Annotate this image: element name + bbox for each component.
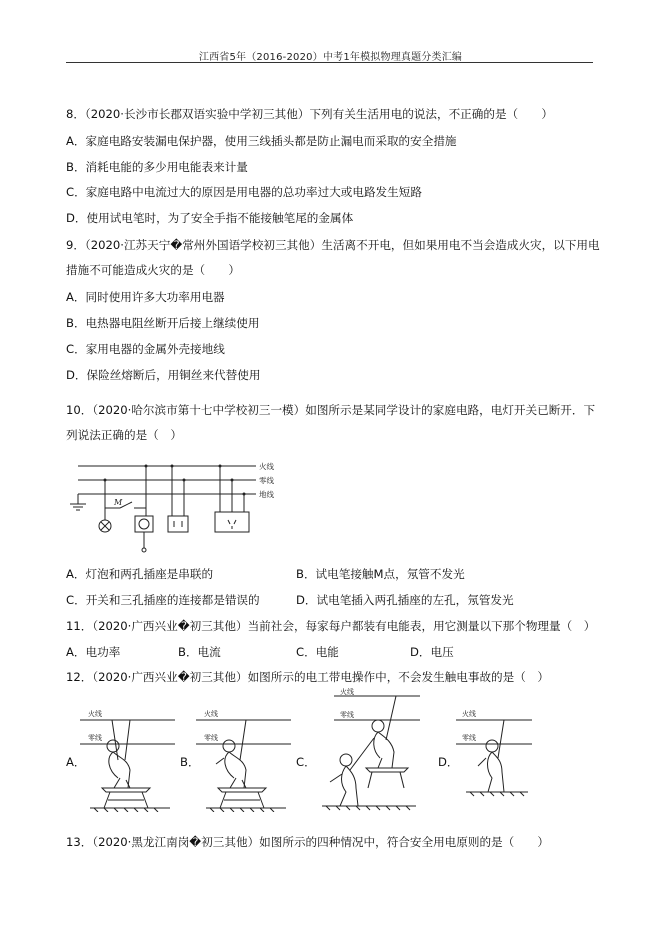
question-8-stem: 8．（2020·长沙市长郡双语实验中学初三其他）下列有关生活用电的说法，不正确的是（ ） xyxy=(66,107,553,121)
fig-a-neutral-label: 零线 xyxy=(88,734,102,742)
electrician-figure-d xyxy=(456,704,536,800)
question-10-option-a: A．灯泡和两孔插座是串联的 xyxy=(66,567,214,581)
question-9-option-d: D．保险丝熔断后，用铜丝来代替使用 xyxy=(66,368,261,382)
question-8-option-b: B．消耗电能的多少用电能表来计量 xyxy=(66,160,248,174)
question-10-stem-line1: 10．（2020·哈尔滨市第十七中学校初三一模）如图所示是某同学设计的家庭电路，电灯开关已断开．下 xyxy=(66,403,596,417)
question-13-stem: 13．（2020·黑龙江南岗�初三其他）如图所示的四种情况中，符合安全用电原则的是（ ） xyxy=(66,835,550,849)
question-9-stem-line1: 9．（2020·江苏天宁�常州外国语学校初三其他）生活离不开电，但如果用电不当会造成火灾，以下用电 xyxy=(66,238,600,252)
electrician-figure-c xyxy=(312,688,422,816)
fig-c-live-label: 火线 xyxy=(340,688,354,696)
electrician-figure-a xyxy=(80,700,180,812)
live-wire-label: 火线 xyxy=(259,462,274,471)
header-rule xyxy=(66,62,593,63)
ground-wire-label: 地线 xyxy=(259,490,274,499)
question-12-option-c-label: C． xyxy=(296,755,316,769)
question-9-option-c: C．家用电器的金属外壳接地线 xyxy=(66,342,225,356)
neutral-wire-label: 零线 xyxy=(259,476,274,485)
question-8-option-d: D．使用试电笔时，为了安全手指不能接触笔尾的金属体 xyxy=(66,211,354,225)
question-10-option-c: C．开关和三孔插座的连接都是错误的 xyxy=(66,593,260,607)
question-9-stem-line2: 措施不可能造成火灾的是（ ） xyxy=(66,263,240,277)
fig-d-neutral-label: 零线 xyxy=(462,734,476,742)
electrician-figure-b xyxy=(196,700,296,812)
point-m-label: M xyxy=(114,498,123,507)
fig-a-live-label: 火线 xyxy=(88,710,102,718)
question-12-option-d-label: D． xyxy=(438,755,459,769)
fig-b-neutral-label: 零线 xyxy=(204,734,218,742)
page-header: 江西省5年（2016-2020）中考1年模拟物理真题分类汇编 xyxy=(198,52,463,63)
question-10-option-d: D．试电笔插入两孔插座的左孔，氖管发光 xyxy=(296,593,514,607)
question-11-option-b: B．电流 xyxy=(178,645,221,659)
question-12-stem: 12．（2020·广西兴业�初三其他）如图所示的电工带电操作中，不会发生触电事故的是（ ） xyxy=(66,670,550,684)
question-9-option-b: B．电热器电阻丝断开后接上继续使用 xyxy=(66,316,260,330)
fig-d-live-label: 火线 xyxy=(462,710,476,718)
question-11-stem: 11．（2020·广西兴业�初三其他）当前社会，每家每户都装有电能表，用它测量以下那个物理量（ ） xyxy=(66,619,596,633)
question-8-option-a: A．家庭电路安装漏电保护器，使用三线插头都是防止漏电而采取的安全措施 xyxy=(66,134,457,148)
question-11-option-c: C．电能 xyxy=(296,645,339,659)
fig-c-neutral-label: 零线 xyxy=(340,711,354,719)
question-11-option-d: D．电压 xyxy=(410,645,454,659)
question-12-option-a-label: A． xyxy=(66,755,86,769)
question-9-option-a: A．同时使用许多大功率用电器 xyxy=(66,290,225,304)
household-circuit-figure xyxy=(60,456,290,562)
question-12-option-b-label: B． xyxy=(180,755,200,769)
question-10-option-b: B．试电笔接触M点，氖管不发光 xyxy=(296,567,465,581)
fig-b-live-label: 火线 xyxy=(204,710,218,718)
question-11-option-a: A．电功率 xyxy=(66,645,121,659)
question-10-stem-line2: 列说法正确的是（ ） xyxy=(66,428,182,442)
question-8-option-c: C．家庭电路中电流过大的原因是用电器的总功率过大或电路发生短路 xyxy=(66,185,422,199)
